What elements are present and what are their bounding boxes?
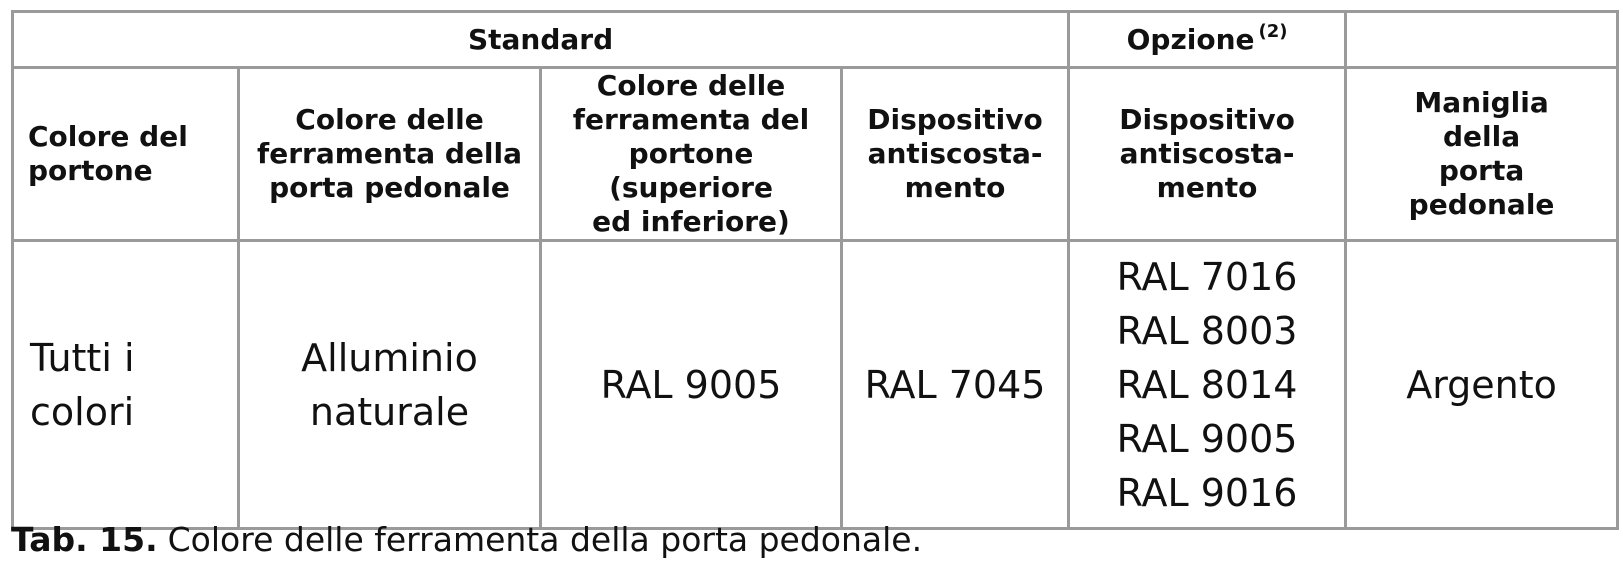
handle-value: Argento — [1406, 362, 1557, 407]
cell-door-color — [13, 241, 239, 529]
list-item: RAL 8003 — [1116, 308, 1298, 353]
cell-handle — [1346, 241, 1618, 529]
column-header-handle — [1346, 68, 1618, 241]
list-item: RAL 7016 — [1116, 254, 1298, 299]
column-header-door-color-label: Colore del portone — [28, 120, 188, 187]
table-caption-label: Tab. 15. — [11, 520, 158, 559]
option-group-label — [1126, 20, 1288, 56]
table-caption-text: Colore delle ferramenta della porta pedonale. — [167, 520, 923, 559]
column-header-door-color — [13, 68, 239, 241]
column-header-anti-displacement-option-label: Dispositivo antiscosta- mento — [1119, 103, 1295, 204]
cell-anti-displacement-options — [1069, 241, 1346, 529]
table-row — [13, 241, 1618, 529]
list-item: RAL 9016 — [1116, 470, 1298, 515]
door-hardware-value: RAL 9005 — [600, 362, 782, 407]
option-group-header — [1069, 12, 1346, 68]
option-label-text: Opzione — [1126, 22, 1255, 56]
column-header-pedestrian-hardware — [239, 68, 541, 241]
list-item: RAL 9005 — [1116, 416, 1298, 461]
standard-group-header — [13, 12, 1069, 68]
table-caption — [11, 520, 922, 560]
pedestrian-hardware-value: Alluminio naturale — [301, 335, 478, 434]
column-header-row — [13, 68, 1618, 241]
column-header-anti-displacement-standard — [842, 68, 1069, 241]
list-item: RAL 8014 — [1116, 362, 1298, 407]
cell-anti-displacement-standard — [842, 241, 1069, 529]
door-color-value: Tutti i colori — [30, 335, 135, 434]
empty-group-header — [1346, 12, 1618, 68]
column-header-anti-displacement-option — [1069, 68, 1346, 241]
hardware-color-table — [11, 10, 1619, 530]
column-header-handle-label: Maniglia della porta pedonale — [1408, 86, 1555, 221]
cell-pedestrian-hardware — [239, 241, 541, 529]
standard-group-label: Standard — [467, 22, 614, 56]
option-footnote-marker: (2) — [1258, 20, 1288, 42]
column-header-door-hardware — [541, 68, 842, 241]
group-header-row — [13, 12, 1618, 68]
anti-displacement-standard-value: RAL 7045 — [864, 362, 1046, 407]
anti-displacement-options-list — [1070, 250, 1344, 520]
column-header-anti-displacement-standard-label: Dispositivo antiscosta- mento — [867, 103, 1043, 204]
column-header-door-hardware-label: Colore delle ferramenta del portone (superiore ed inferiore) — [572, 69, 810, 238]
column-header-pedestrian-hardware-label: Colore delle ferramenta della porta pedonale — [257, 103, 522, 204]
cell-door-hardware — [541, 241, 842, 529]
